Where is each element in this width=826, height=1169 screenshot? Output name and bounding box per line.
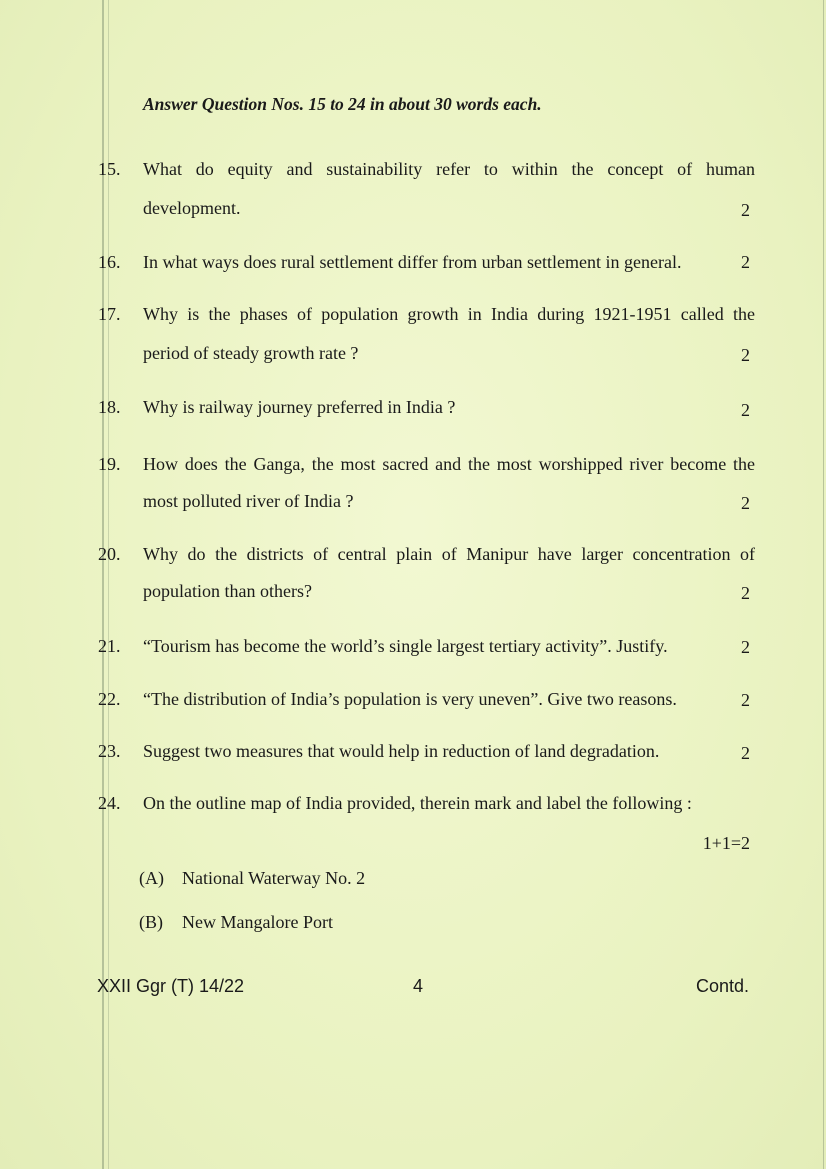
- question-24-line-1: On the outline map of India provided, therein mark and label the following :: [143, 793, 692, 813]
- question-22-line-1: “The distribution of India’s population is very uneven”. Give two reasons.: [143, 689, 677, 709]
- question-24-subitem-b-text: New Mangalore Port: [182, 912, 333, 932]
- question-18-marks: 2: [741, 400, 750, 420]
- question-number-24: 24.: [98, 793, 121, 813]
- question-17-line-1: Why is the phases of population growth in India during 1921-1951 called the: [143, 304, 755, 324]
- question-18-line-1: Why is railway journey preferred in India ?: [143, 397, 456, 417]
- question-20-marks: 2: [741, 583, 750, 603]
- footer-contd: Contd.: [695, 976, 749, 996]
- question-24-subitem-b-label: (B): [139, 912, 163, 932]
- question-number-15: 15.: [98, 159, 121, 179]
- question-20-line-2: population than others?: [143, 581, 312, 601]
- question-24-subitem-a-text: National Waterway No. 2: [182, 868, 366, 888]
- question-19-marks: 2: [741, 493, 750, 513]
- question-number-16: 16.: [98, 252, 121, 272]
- question-number-17: 17.: [98, 304, 121, 324]
- question-21-marks: 2: [741, 637, 750, 657]
- question-19-line-1: How does the Ganga, the most sacred and the most worshipped river become the: [143, 454, 755, 474]
- footer-page-number: 4: [413, 976, 424, 996]
- question-24-subitem-a-label: (A): [139, 868, 164, 888]
- question-15-line-1: What do equity and sustainability refer to within the concept of human: [143, 159, 755, 179]
- question-number-20: 20.: [98, 544, 121, 564]
- question-17-line-2: period of steady growth rate ?: [143, 343, 359, 363]
- question-number-21: 21.: [98, 636, 121, 656]
- question-15-marks: 2: [741, 200, 750, 220]
- section-instruction: Answer Question Nos. 15 to 24 in about 30 words each.: [143, 94, 542, 114]
- question-24-marks: 1+1=2: [702, 833, 750, 853]
- question-22-marks: 2: [741, 690, 750, 710]
- question-19-line-2: most polluted river of India ?: [143, 491, 354, 511]
- question-number-18: 18.: [98, 397, 121, 417]
- page-edge: [823, 0, 824, 1169]
- question-16-line-1: In what ways does rural settlement differ from urban settlement in general.: [143, 252, 682, 272]
- question-17-marks: 2: [741, 345, 750, 365]
- question-20-line-1: Why do the districts of central plain of Manipur have larger concentration of: [143, 544, 755, 564]
- question-number-19: 19.: [98, 454, 121, 474]
- question-23-marks: 2: [741, 743, 750, 763]
- question-15-line-2: development.: [143, 198, 241, 218]
- question-21-line-1: “Tourism has become the world’s single largest tertiary activity”. Justify.: [143, 636, 668, 656]
- question-number-23: 23.: [98, 741, 121, 761]
- footer-paper-code: XXII Ggr (T) 14/22: [97, 976, 245, 996]
- question-16-marks: 2: [741, 252, 750, 272]
- question-number-22: 22.: [98, 689, 121, 709]
- question-23-line-1: Suggest two measures that would help in reduction of land degradation.: [143, 741, 660, 761]
